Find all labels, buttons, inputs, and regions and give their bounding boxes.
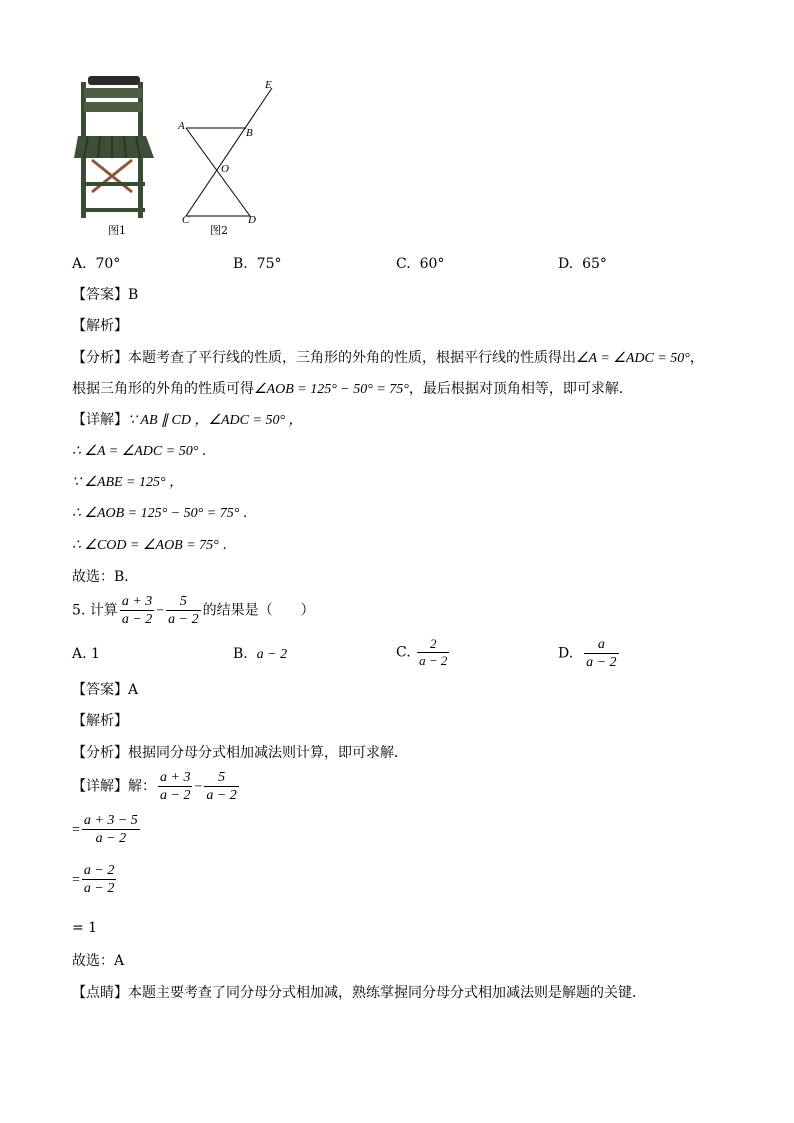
q4-detail-step3: ∵ ∠ABE = 125° ， — [72, 475, 184, 490]
q5-detail: 【详解】解： $\frac{a + 3}{a - 2}$ − $\frac{5}{a - 2}$ — [72, 770, 237, 803]
figure-2-caption: 图2 — [210, 224, 228, 237]
q4-option-c: C. 60° — [396, 256, 445, 272]
q5-option-a: A. 1 — [72, 646, 100, 662]
q5-step3: = 1 — [72, 920, 98, 936]
q4-answer: 【答案】B — [72, 287, 139, 303]
q5-analysis-heading: 【解析】 — [72, 713, 128, 729]
q4-fenxi-line1: 【分析】本题考查了平行线的性质，三角形的外角的性质，根据平行线的性质得出∠A = ∠ADC = 50°， — [72, 350, 704, 366]
q5-step1: = $\frac{a + 3 - 5}{a - 2}$ — [72, 813, 138, 846]
q4-analysis-heading: 【解析】 — [72, 318, 128, 334]
point-A-label: A — [178, 120, 185, 132]
q5-option-c: C. $\frac{2}{a - 2}$ — [396, 636, 448, 668]
q4-option-a: A. 70° — [72, 256, 121, 272]
point-E-label: E — [265, 79, 272, 91]
q4-detail-step1: 【详解】∵ AB ∥ CD ，∠ADC = 50° ， — [72, 412, 303, 428]
q4-option-d: D. 65° — [558, 256, 607, 272]
q4-choose: 故选：B． — [72, 569, 139, 585]
q5-option-b: B. a − 2 — [233, 646, 288, 662]
q4-option-b: B. 75° — [233, 256, 282, 272]
q5-step2: = $\frac{a - 2}{a - 2}$ — [72, 863, 115, 896]
figure-1-caption: 图1 — [108, 224, 126, 237]
q4-detail-step4: ∴ ∠AOB = 125° − 50° = 75° ． — [72, 506, 257, 521]
q5-option-d: D. $\frac{a}{a - 2}$ — [558, 637, 617, 670]
q4-detail-step5: ∴ ∠COD = ∠AOB = 75° ． — [72, 538, 237, 553]
point-D-label: D — [248, 214, 256, 226]
q4-fenxi-line2: 根据三角形的外角的性质可得∠AOB = 125° − 50° = 75°，最后根据对顶角相等，即可求解． — [72, 381, 633, 397]
point-C-label: C — [182, 214, 190, 226]
geometry-figure — [174, 76, 284, 226]
q5-choose: 故选：A — [72, 953, 125, 969]
point-B-label: B — [246, 127, 253, 139]
q4-detail-step2: ∴ ∠A = ∠ADC = 50° ． — [72, 444, 216, 459]
q5-dianjing: 【点睛】本题主要考查了同分母分式相加减，熟练掌握同分母分式相加减法则是解题的关键． — [72, 985, 646, 1001]
point-O-label: O — [221, 163, 229, 175]
q5-stem: 5. 计算 $\frac{a + 3}{a - 2}$ − $\frac{5}{a - 2}$ 的结果是（ ） — [72, 594, 315, 627]
q5-answer: 【答案】A — [72, 682, 139, 698]
chair-figure — [74, 74, 156, 220]
q5-fenxi: 【分析】根据同分母分式相加减法则计算，即可求解． — [72, 745, 408, 761]
